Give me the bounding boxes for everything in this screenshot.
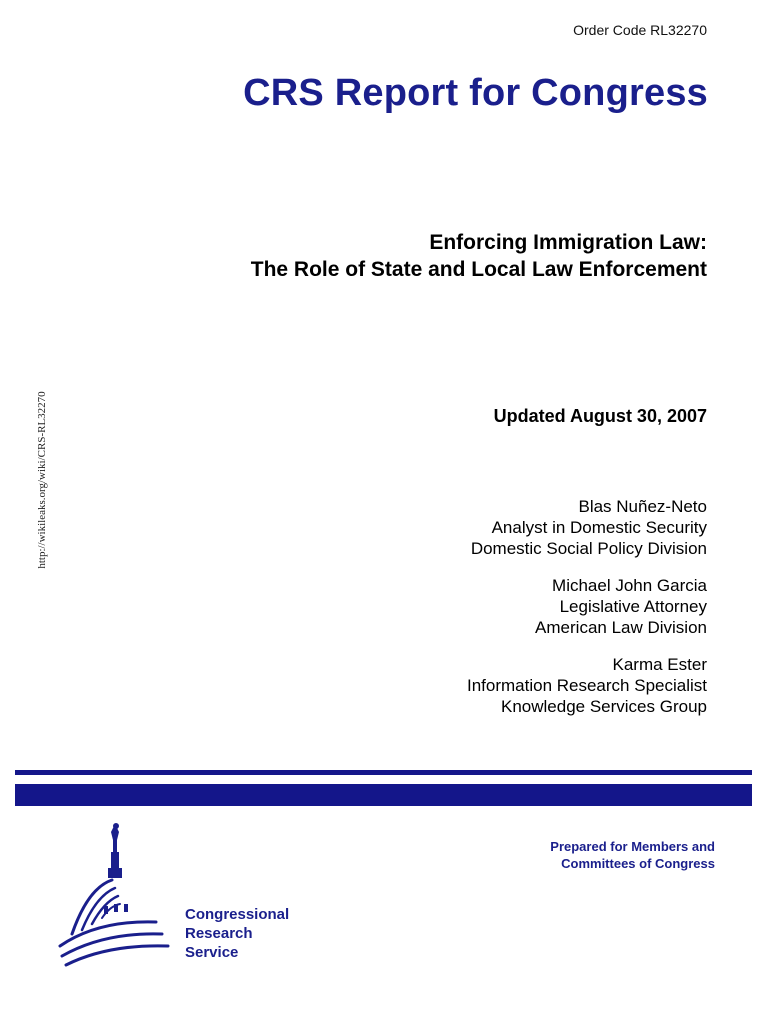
side-url: http://wikileaks.org/wiki/CRS-RL32270	[36, 391, 48, 569]
author-division: Domestic Social Policy Division	[470, 539, 707, 558]
divider-thick	[15, 784, 752, 806]
author-division: American Law Division	[535, 618, 707, 637]
author-title: Information Research Specialist	[466, 676, 707, 695]
author-block	[467, 496, 707, 559]
divider-thin	[15, 770, 752, 775]
logo-line: Congressional	[185, 906, 290, 923]
document-title-line1: Enforcing Immigration Law:	[429, 231, 707, 254]
author-title: Analyst in Domestic Security	[491, 518, 707, 537]
prepared-for-note	[550, 838, 715, 872]
author-name: Blas Nuñez-Neto	[578, 497, 707, 516]
updated-date: Updated August 30, 2007	[493, 406, 707, 426]
document-title	[251, 229, 707, 283]
author-name: Michael John Garcia	[552, 576, 707, 595]
prepared-line: Prepared for Members and	[550, 839, 715, 854]
author-block	[467, 575, 707, 638]
author-division: Knowledge Services Group	[500, 697, 707, 716]
report-title: CRS Report for Congress	[243, 72, 708, 114]
author-name: Karma Ester	[612, 655, 707, 674]
logo-line: Service	[185, 944, 239, 961]
capitol-dome-icon	[58, 818, 190, 968]
author-title: Legislative Attorney	[559, 597, 707, 616]
crs-logo-text	[185, 905, 289, 962]
prepared-line: Committees of Congress	[561, 856, 715, 871]
document-title-line2: The Role of State and Local Law Enforcement	[250, 258, 707, 281]
author-list	[467, 496, 707, 733]
order-code: Order Code RL32270	[573, 22, 707, 38]
author-block	[467, 654, 707, 717]
logo-line: Research	[185, 925, 253, 942]
